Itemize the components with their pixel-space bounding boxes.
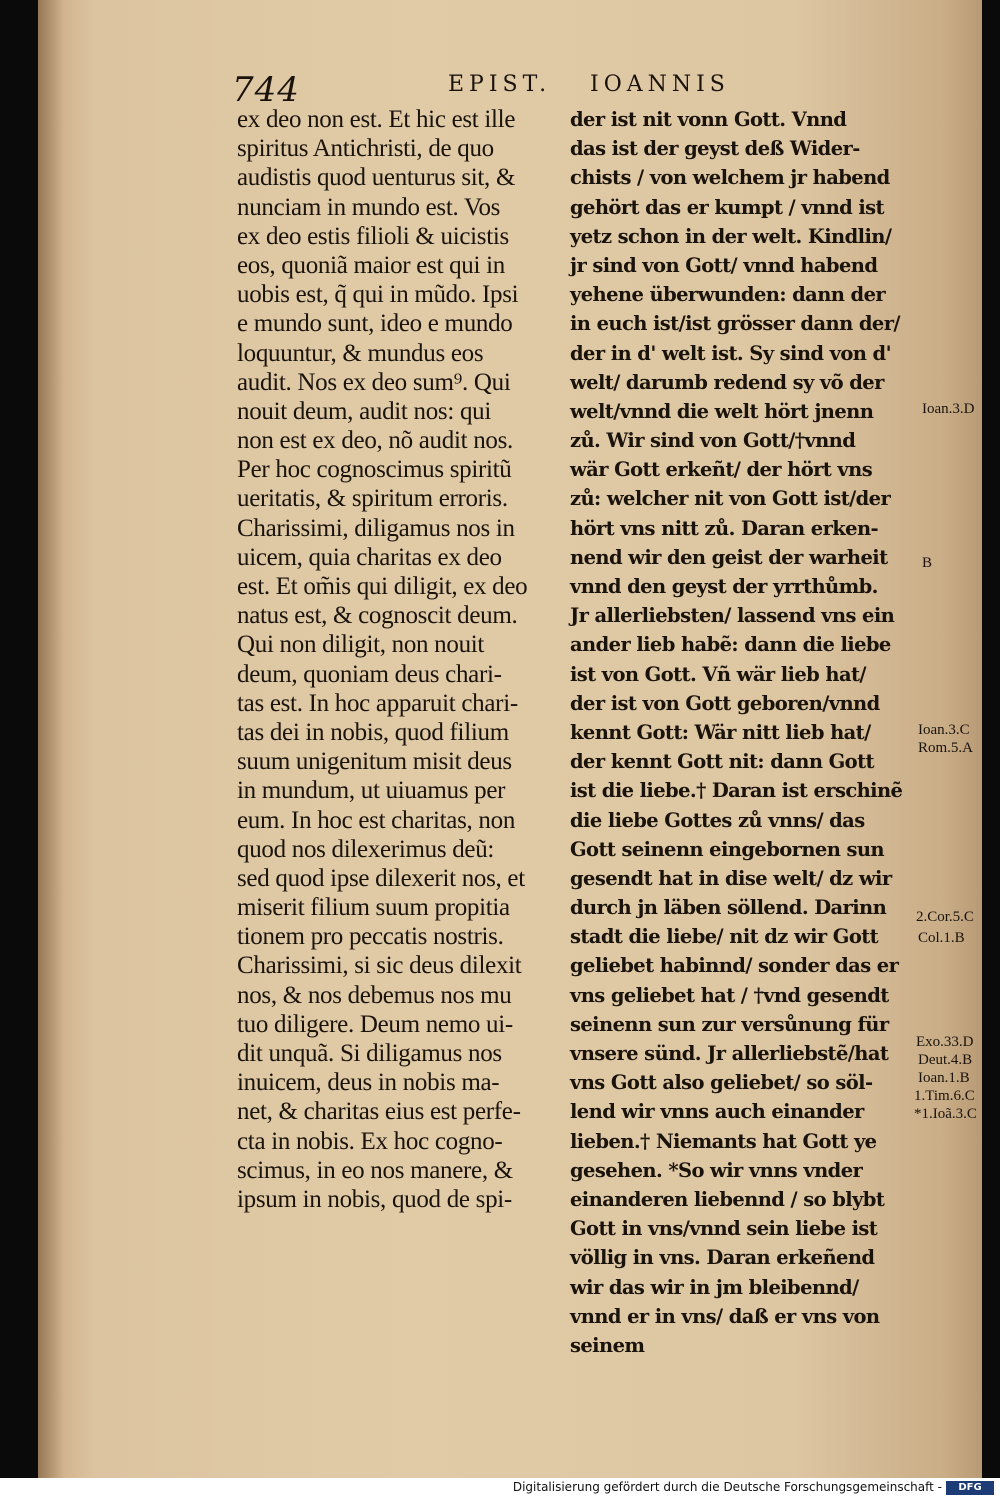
text-line: uicem, quia charitas ex deo — [237, 543, 502, 571]
text-line: stadt die liebe/ nit dz wir Gott — [570, 925, 879, 949]
text-line: wär Gott erkeñt/ der hört vns — [570, 458, 873, 482]
text-line: yehene überwunden: dann der — [570, 283, 886, 307]
text-line: vnsere sünd. Jr allerliebstẽ/hat — [570, 1042, 889, 1065]
margin-note: Ioan.3.D — [922, 401, 975, 417]
text-line: ist von Gott. Vñ wär lieb hat/ — [570, 662, 866, 686]
text-line: jr sind von Gott/ vnnd habend — [570, 253, 878, 277]
text-line: yetz schon in der welt. Kindlin/ — [570, 224, 892, 248]
margin-note: B — [922, 555, 933, 571]
text-line: tionem pro peccatis nostris. — [237, 923, 504, 951]
text-line: lend wir vnns auch einander — [570, 1100, 864, 1124]
text-line: in euch ist/ist grösser dann der/ — [570, 312, 900, 336]
text-line: gesehen. *So wir vnns vnder — [570, 1158, 863, 1182]
text-line: loquuntur, & mundus eos — [237, 339, 484, 367]
text-line: in mundum, ut uiuamus per — [237, 777, 506, 805]
text-line: tas est. In hoc apparuit chari- — [237, 689, 518, 717]
text-line: welt/vnnd die welt hört jnenn — [570, 399, 874, 423]
text-line: deum, quoniam deus chari- — [237, 660, 502, 688]
text-line: Jr allerliebsten/ lassend vns ein — [570, 604, 895, 628]
text-line: audit. Nos ex deo sum⁹. Qui — [237, 368, 511, 396]
text-line: dit unquã. Si diligamus nos — [237, 1040, 502, 1067]
text-line: zů. Wir sind von Gott/†vnnd — [570, 429, 856, 453]
text-line: Charissimi, diligamus nos in — [237, 514, 515, 542]
text-line: seinenn sun zur versůnung für — [570, 1012, 889, 1036]
text-line: zů: welcher nit von Gott ist/der — [570, 487, 891, 511]
text-line: der ist von Gott geboren/vnnd — [570, 691, 880, 715]
running-header-left: EPIST. — [448, 72, 552, 97]
text-line: chists / von welchem jr habend — [570, 166, 890, 190]
text-line: ipsum in nobis, quod de spi- — [237, 1185, 512, 1213]
text-line: sed quod ipse dilexerit nos, et — [237, 864, 525, 892]
text-line: inuicem, deus in nobis ma- — [237, 1069, 500, 1097]
margin-note: Ioan.3.C — [918, 722, 970, 738]
text-line: scimus, in eo nos manere, & — [237, 1156, 513, 1184]
text-line: ueritatis, & spiritum erroris. — [237, 485, 508, 513]
text-line: völlig in vns. Daran erkeñend — [570, 1246, 875, 1270]
text-line: ex deo estis filioli & uicistis — [237, 222, 509, 250]
latin-text-column — [237, 105, 577, 1214]
text-line: vnnd den geyst der yrrthůmb. — [570, 575, 878, 598]
text-line: das ist der geyst deß Wider- — [570, 137, 860, 161]
text-line: Qui non diligit, non nouit — [237, 631, 485, 659]
text-line: nunciam in mundo est. Vos — [237, 193, 501, 221]
text-line: vnnd er in vns/ daß er vns von — [570, 1304, 880, 1328]
text-line: vns geliebet hat / †vnd gesendt — [570, 983, 889, 1007]
text-line: net, & charitas eius est perfe- — [237, 1098, 521, 1126]
text-line: tas dei in nobis, quod filium — [237, 718, 509, 746]
text-line: uobis est, q̃ qui in mũdo. Ipsi — [237, 281, 519, 309]
text-line: welt/ darumb redend sy võ der — [570, 370, 884, 394]
margin-note: *1.Ioã.3.C — [914, 1106, 977, 1122]
footer-credit: Digitalisierung gefördert durch die Deutsche Forschungsgemeinschaft - — [512, 1480, 942, 1494]
text-line: durch jn läben söllend. Darinn — [570, 896, 887, 920]
text-line: suum unigenitum misit deus — [237, 748, 512, 776]
text-line: cta in nobis. Ex hoc cogno- — [237, 1127, 503, 1155]
gutter-shadow — [38, 0, 64, 1478]
text-line: non est ex deo, nõ audit nos. — [237, 427, 513, 455]
text-line: ander lieb habẽ: dann die liebe — [570, 633, 891, 657]
text-line: der ist nit vonn Gott. Vnnd — [570, 108, 847, 131]
text-line: einanderen liebennd / so blybt — [570, 1187, 885, 1211]
margin-note: Rom.5.A — [918, 740, 974, 756]
text-line: spiritus Antichristi, de quo — [237, 135, 494, 163]
text-line: geliebet habinnd/ sonder das er — [570, 954, 899, 978]
text-line: e mundo sunt, ideo e mundo — [237, 310, 513, 338]
text-line: gesendt hat in dise welt/ dz wir — [570, 866, 892, 890]
german-text-column — [570, 105, 933, 1360]
margin-note: Col.1.B — [918, 930, 965, 946]
text-line: est. Et om̃is qui diligit, ex deo — [237, 573, 528, 600]
text-line: die liebe Gottes zů vnns/ das — [570, 808, 865, 832]
text-line: tuo diligere. Deum nemo ui- — [237, 1010, 513, 1038]
text-line: miserit filium suum propitia — [237, 894, 510, 922]
text-line: der kennt Gott nit: dann Gott — [570, 750, 874, 774]
text-line: natus est, & cognoscit deum. — [237, 602, 518, 630]
text-line: Gott in vns/vnnd sein liebe ist — [570, 1217, 878, 1241]
text-line: nend wir den geist der warheit — [570, 545, 888, 569]
text-line: ex deo non est. Et hic est ille — [237, 106, 516, 133]
text-line: hört vns nitt zů. Daran erken- — [570, 516, 879, 540]
text-line: nos, & nos debemus nos mu — [237, 981, 512, 1009]
text-line: gehört das er kumpt / vnnd ist — [570, 195, 884, 219]
text-line: wir das wir in jm bleibennd/ — [570, 1275, 859, 1299]
running-header-right: IOANNIS — [590, 72, 730, 97]
dfg-logo: DFG — [946, 1481, 994, 1495]
margin-note: 2.Cor.5.C — [916, 909, 974, 925]
text-line: quod nos dilexerimus deũ: — [237, 835, 495, 863]
text-line: lieben.† Niemants hat Gott ye — [570, 1129, 877, 1153]
margin-note: 1.Tim.6.C — [914, 1088, 975, 1104]
text-line: seinem — [570, 1333, 645, 1357]
text-line: der in d' welt ist. Sy sind von d' — [570, 341, 891, 365]
text-line: audistis quod uenturus sit, & — [237, 164, 516, 192]
page-number: 744 — [232, 70, 300, 110]
text-line: Gott seinenn eingebornen sun — [570, 837, 885, 861]
margin-note: Deut.4.B — [918, 1052, 973, 1068]
text-line: Per hoc cognoscimus spiritũ — [237, 456, 512, 484]
footer-bar — [0, 1478, 1000, 1499]
text-line: vns Gott also geliebet/ so söl- — [570, 1071, 873, 1095]
text-line: nouit deum, audit nos: qui — [237, 397, 491, 425]
text-line: eos, quoniã maior est qui in — [237, 251, 505, 279]
text-line: kennt Gott: Wär nitt lieb hat/ — [570, 720, 871, 744]
text-line: Charissimi, si sic deus dilexit — [237, 952, 522, 980]
text-line: eum. In hoc est charitas, non — [237, 806, 516, 834]
margin-note: Ioan.1.B — [918, 1070, 970, 1086]
margin-note: Exo.33.D — [916, 1034, 974, 1050]
text-line: ist die liebe.† Daran ist erschinẽ — [570, 779, 903, 803]
